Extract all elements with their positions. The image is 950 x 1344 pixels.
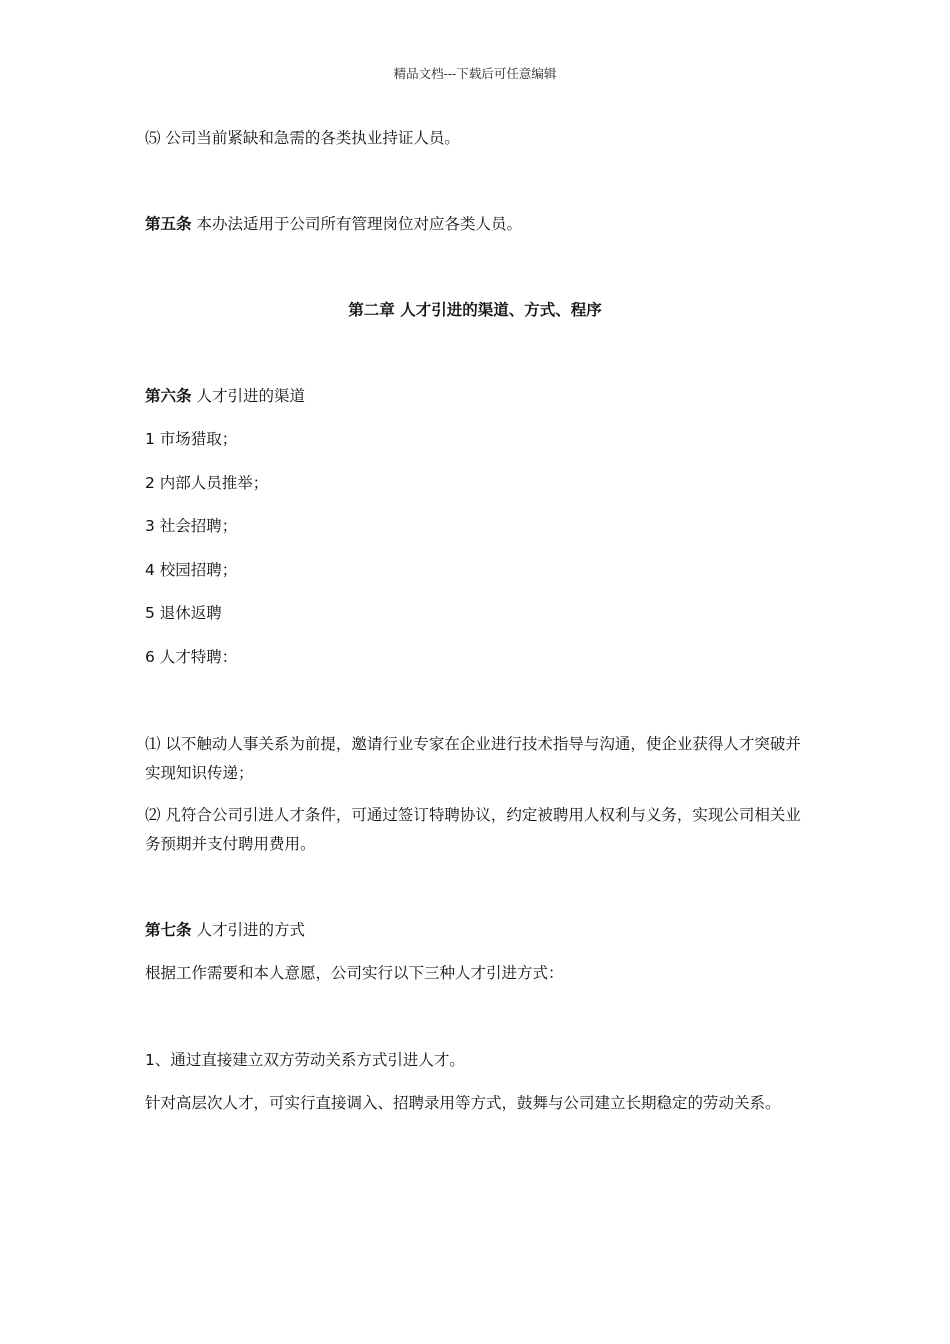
article-6-label: 第六条 [145,387,192,405]
article-6-text: 人才引进的渠道 [191,387,305,405]
chapter-2-title: 第二章 人才引进的渠道、方式、程序 [348,301,602,319]
article-5 [145,210,810,239]
article-5-label: 第五条 [145,215,192,233]
channel-item: 6 人才特聘： [145,648,238,666]
special-hire-item-2: ⑵ 凡符合公司引进人才条件，可通过签订特聘协议，约定被聘用人权利与义务，实现公司相关业务预期并支付聘用费用。 [145,806,801,853]
channel-item: 2 内部人员推举； [145,474,269,492]
article-5-text: 本办法适用于公司所有管理岗位对应各类人员。 [191,215,522,233]
item-5-paragraph: ⑸ 公司当前紧缺和急需的各类执业持证人员。 [145,129,460,147]
channel-item: 1 市场猎取； [145,430,238,448]
page-header: 精品文档---下载后可任意编辑 [393,66,557,81]
article-7 [145,916,810,945]
article-6 [145,382,810,411]
article-7-intro: 根据工作需要和本人意愿，公司实行以下三种人才引进方式： [145,964,564,982]
channel-item: 5 退休返聘 [145,604,222,622]
special-hire-item-1: ⑴ 以不触动人事关系为前提，邀请行业专家在企业进行技术指导与沟通，使企业获得人才突破并实现知识传递； [145,735,801,782]
method-1-title: 1、通过直接建立双方劳动关系方式引进人才。 [145,1051,465,1069]
article-7-text: 人才引进的方式 [191,921,305,939]
channel-item: 3 社会招聘； [145,517,238,535]
method-1-description: 针对高层次人才，可实行直接调入、招聘录用等方式，鼓舞与公司建立长期稳定的劳动关系。 [145,1094,781,1112]
article-7-label: 第七条 [145,921,192,939]
channel-item: 4 校园招聘； [145,561,238,579]
